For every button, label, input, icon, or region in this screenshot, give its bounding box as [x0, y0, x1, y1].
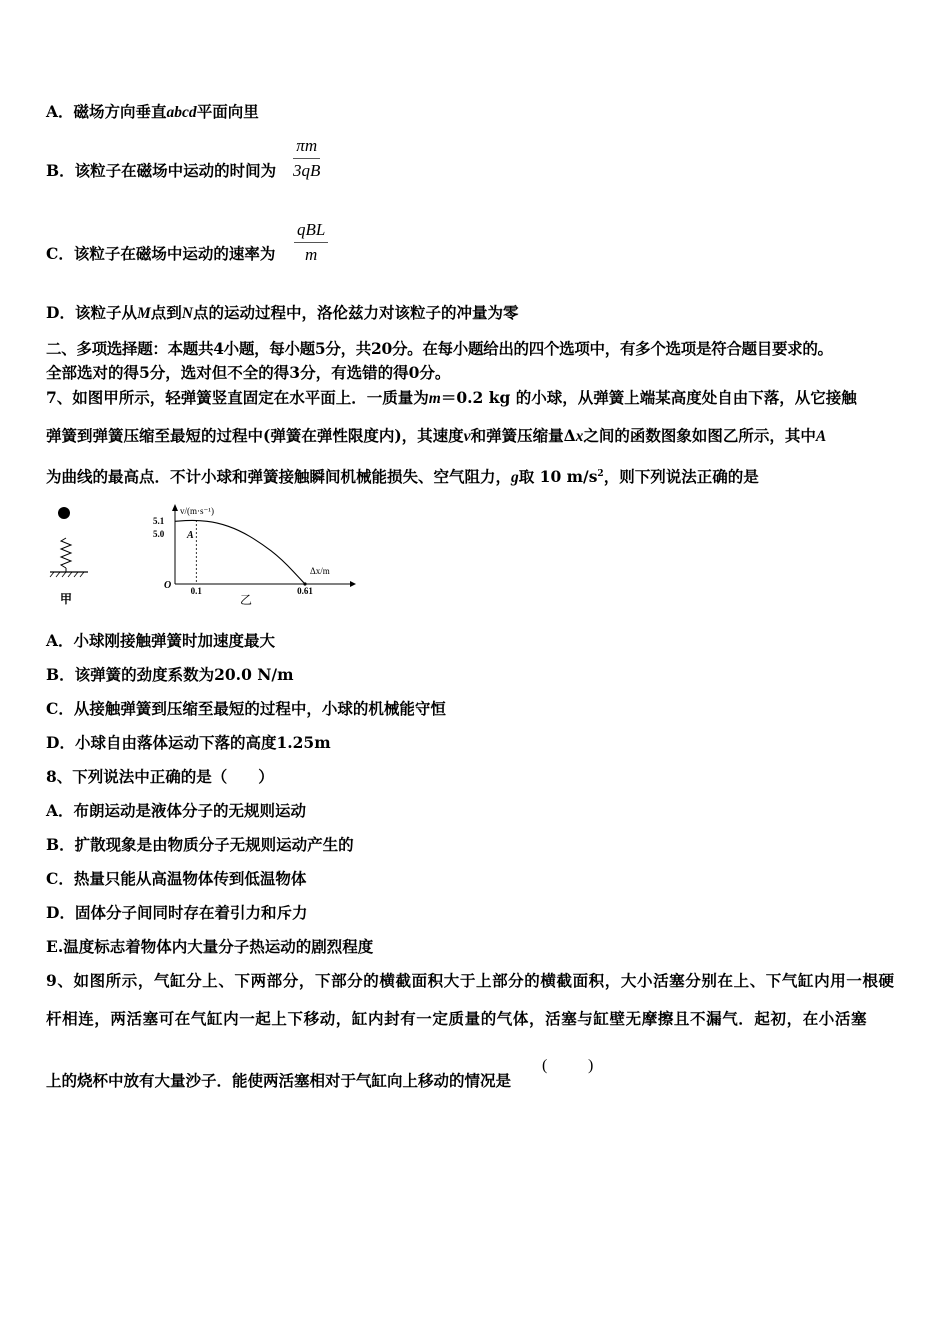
ball	[58, 507, 70, 519]
fig-jia-label: 甲	[60, 592, 73, 606]
origin-label: O	[164, 580, 172, 591]
option-7b: B．该弹簧的劲度系数为20.0 N/m	[46, 665, 294, 684]
option-8a: A．布朗运动是液体分子的无规则运动	[46, 801, 307, 820]
q7-stem-line2: 弹簧到弹簧压缩至最短的过程中(弹簧在弹性限度内)，其速度v和弹簧压缩量Δx之间的函数图象如图乙所示，其中A	[46, 426, 827, 445]
option-7c: C．从接触弹簧到压缩至最短的过程中，小球的机械能守恒	[46, 699, 446, 718]
fraction-pi-m-over-3qB: $\frac{\pi m}{3qB}$	[293, 136, 321, 180]
y-axis-arrow	[172, 504, 178, 511]
fraction-qBL-over-m: qBL m	[294, 220, 328, 265]
y-axis-label: v/(m·s⁻¹)	[180, 506, 214, 516]
q9-stem-line3: 上的烧杯中放有大量沙子．能使两活塞相对于气缸向上移动的情况是	[46, 1071, 512, 1090]
q8-stem: 8、下列说法中正确的是（ ）	[46, 767, 274, 786]
option-8b: B．扩散现象是由物质分子无规则运动产生的	[46, 835, 354, 854]
y-tick-5.1: 5.1	[153, 516, 165, 526]
option-8e: E.温度标志着物体内大量分子热运动的剧烈程度	[46, 937, 374, 956]
spring	[61, 538, 71, 568]
q7-stem-line1: 7、如图甲所示，轻弹簧竖直固定在水平面上．一质量为m＝0.2 kg 的小球，从弹簧上端某高度处自由下落，从它接触	[46, 388, 857, 407]
fig-yi-label: 乙	[240, 593, 253, 607]
figure-yi-chart	[150, 500, 360, 608]
x-axis-arrow	[350, 581, 356, 587]
option-6d: D．该粒子从M点到N点的运动过程中，洛伦兹力对该粒子的冲量为零	[46, 303, 519, 322]
option-6a: A．磁场方向垂直abcd平面向里	[46, 102, 259, 121]
ground-hatch	[50, 572, 84, 577]
figure-jia	[44, 502, 104, 607]
q9-answer-paren-close: )	[588, 1057, 594, 1074]
option-8c: C．热量只能从高温物体传到低温物体	[46, 869, 307, 888]
option-7d: D．小球自由落体运动下落的高度1.25m	[46, 733, 331, 752]
q9-stem-line2: 杆相连，两活塞可在气缸内一起上下移动，缸内封有一定质量的气体，活塞与缸壁无摩擦且不漏气．起初，在小活塞	[46, 1009, 868, 1028]
x-tick-0.61: 0.61	[297, 586, 313, 596]
option-7a: A．小球刚接触弹簧时加速度最大	[46, 631, 276, 650]
series-line-v	[175, 520, 305, 584]
peak-label: A	[187, 530, 194, 541]
q9-stem-line1: 9、如图所示，气缸分上、下两部分，下部分的横截面积大于上部分的横截面积，大小活塞分别在上、下气缸内用一根硬	[46, 971, 895, 990]
q7-stem-line3: 为曲线的最高点．不计小球和弹簧接触瞬间机械能损失、空气阻力，g取 10 $m/s^2$，则下列说法正确的是	[46, 467, 759, 487]
section-2-heading: 二、多项选择题：本题共4小题，每小题5分，共20分。在每小题给出的四个选项中，有多个选项是符合题目要求的。	[46, 339, 833, 358]
option-8d: D．固体分子间同时存在着引力和斥力	[46, 903, 308, 922]
option-6b: B．该粒子在磁场中运动的时间为	[46, 161, 277, 180]
y-tick-5.0: 5.0	[153, 529, 165, 539]
x-tick-0.1: 0.1	[190, 586, 202, 596]
x-axis-label: Δx/m	[310, 566, 330, 576]
q9-answer-paren-open: (	[542, 1057, 548, 1074]
section-2-note: 全部选对的得5分，选对但不全的得3分，有选错的得0分。	[46, 363, 451, 382]
option-6c: C．该粒子在磁场中运动的速率为	[46, 244, 276, 263]
